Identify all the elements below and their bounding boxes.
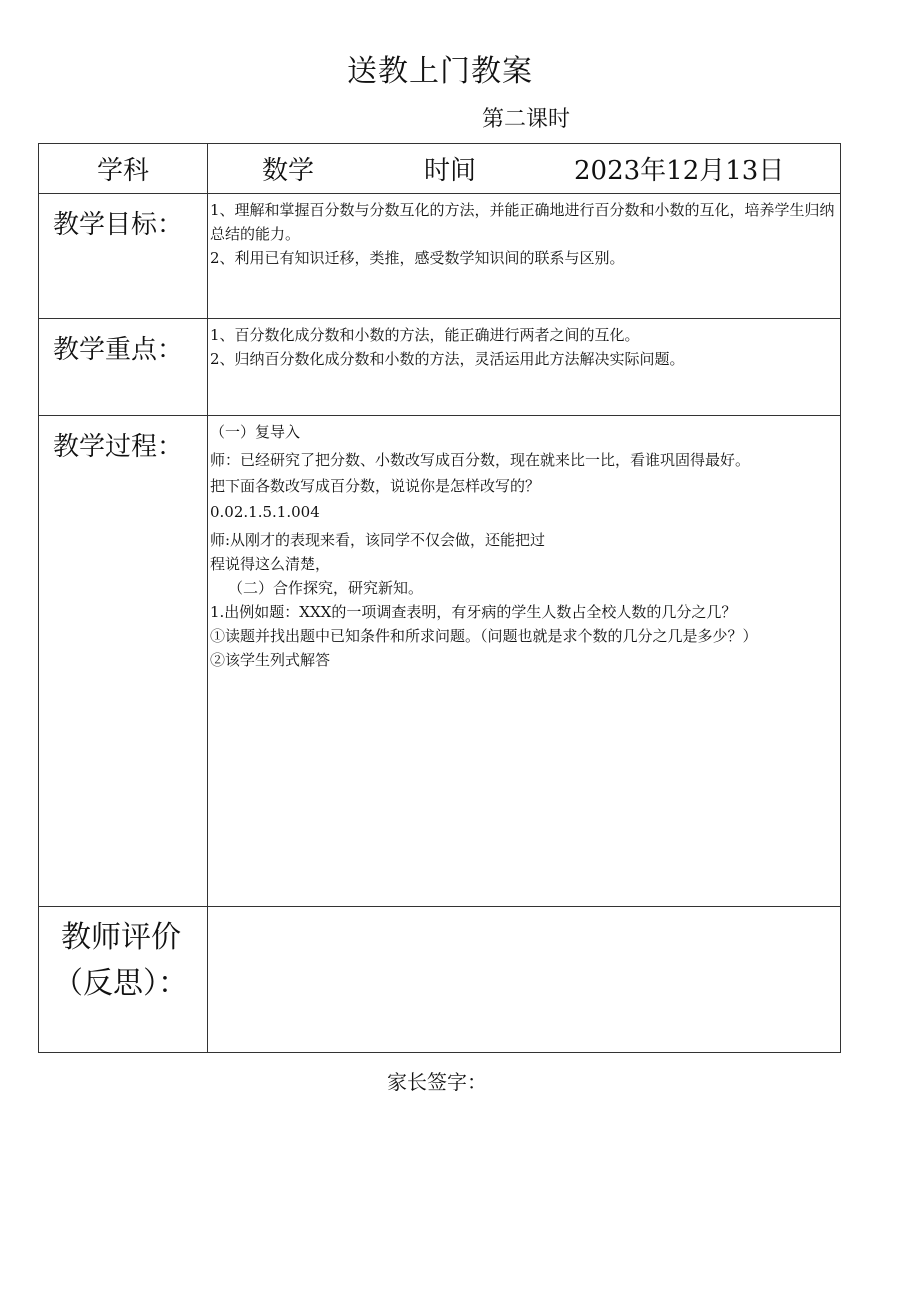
lesson-plan-table: [38, 143, 841, 1053]
process-line: 把下面各数改写成百分数，说说你是怎样改写的？: [210, 477, 541, 495]
time-value: 2023年12月13日: [574, 156, 785, 186]
parent-signature-label: 家长签字：: [387, 1070, 487, 1094]
process-content-cell: [208, 416, 841, 907]
objectives-row: [39, 194, 841, 319]
evaluation-label-line1: 教师评价: [61, 920, 181, 955]
process-row: [39, 416, 841, 907]
evaluation-content-cell: [208, 907, 841, 1053]
process-line: 0.02.1.5.1.004: [210, 503, 320, 521]
key-points-content-cell: [208, 319, 841, 416]
objective-line: 2、利用已有知识迁移，类推，感受数学知识间的联系与区别。: [210, 249, 625, 267]
subject-label-cell: [39, 144, 208, 194]
key-points-label-cell: [39, 319, 208, 416]
process-line: 师：已经研究了把分数、小数改写成百分数，现在就来比一比，看谁巩固得最好。: [210, 451, 751, 469]
process-label: 教学过程：: [53, 432, 184, 462]
key-point-line: 1、百分数化成分数和小数的方法，能正确进行两者之间的互化。: [210, 326, 640, 344]
header-row: [39, 144, 841, 194]
header-values-cell: [208, 144, 841, 194]
objectives-content-cell: [208, 194, 841, 319]
process-line: 程说得这么清楚，: [210, 555, 331, 573]
process-line: （二）合作探究，研究新知。: [228, 579, 424, 597]
subject-label: 学科: [97, 156, 150, 186]
process-line: 师:从刚才的表现来看，该同学不仅会做，还能把过: [210, 531, 546, 549]
evaluation-row: [39, 907, 841, 1053]
objectives-label: 教学目标：: [53, 210, 184, 240]
evaluation-label-cell: [39, 907, 208, 1053]
subject-value: 数学: [262, 156, 315, 186]
objective-line: 1、理解和掌握百分数与分数互化的方法，并能正确地进行百分数和小数的互化，培养学生归纳总结的能力。: [210, 201, 835, 243]
key-points-label: 教学重点：: [53, 335, 184, 365]
time-label: 时间: [424, 156, 477, 186]
key-point-line: 2、归纳百分数化成分数和小数的方法，灵活运用此方法解决实际问题。: [210, 350, 685, 368]
lesson-period: 第二课时: [482, 107, 571, 132]
process-line: ①读题并找出题中已知条件和所求问题。（问题也就是求个数的几分之几是多少？）: [210, 627, 758, 645]
process-line: ②该学生列式解答: [210, 651, 331, 669]
evaluation-label-line2: （反思）：: [53, 966, 188, 1001]
key-points-row: [39, 319, 841, 416]
process-line: 1.出例如题：XXX的一项调查表明，有牙病的学生人数占全校人数的几分之几？: [210, 603, 737, 621]
process-label-cell: [39, 416, 208, 907]
process-line: （一）复导入: [210, 423, 301, 441]
objectives-label-cell: [39, 194, 208, 319]
document-title: 送教上门教案: [347, 54, 533, 89]
